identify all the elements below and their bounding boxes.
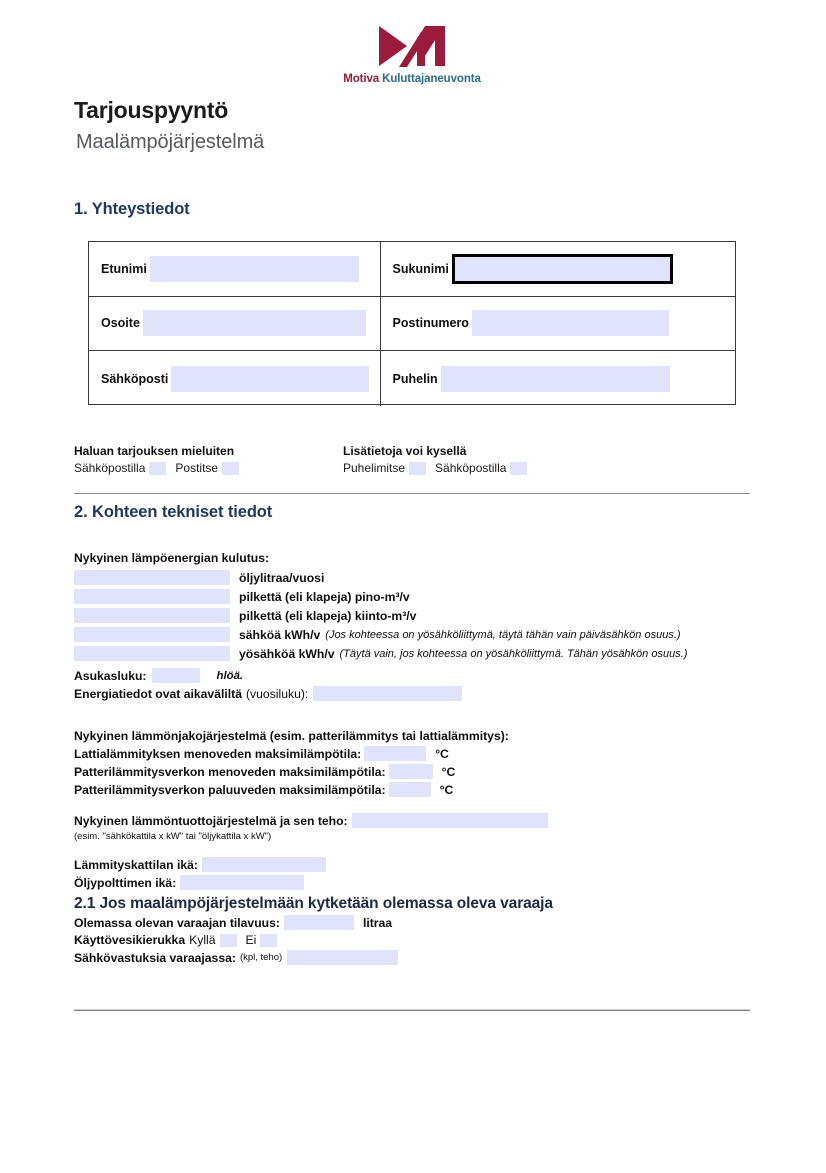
label-energiatiedot: Energiatiedot ovat aikaväliltä	[74, 686, 242, 701]
preference-group-offer	[74, 444, 248, 475]
unit-electricity: sähköä kWh/v	[239, 627, 321, 642]
temp-row-radiator-return	[74, 782, 509, 797]
preference-offer-options	[74, 461, 248, 475]
label-puhelin: Puhelin	[392, 371, 438, 386]
label-kattilan-ika: Lämmityskattilan ikä:	[74, 857, 198, 872]
checkbox-contact-puhelimitse[interactable]	[409, 462, 426, 475]
label-etunimi: Etunimi	[101, 261, 147, 276]
consumption-block	[74, 551, 687, 662]
input-etunimi[interactable]	[150, 256, 359, 282]
input-asukasluku[interactable]	[152, 668, 200, 683]
label-lammontuotto: Nykyinen lämmöntuottojärjestelmä ja sen teho:	[74, 813, 348, 828]
option-label-postitse: Postitse	[175, 461, 219, 475]
option-label-sahkopostilla: Sähköpostilla	[74, 461, 146, 475]
label-lattialammitys-temp: Lattialämmityksen menoveden maksimilämpötila:	[74, 746, 362, 761]
temp-row-floor	[74, 746, 509, 761]
unit-celsius-radiator-return: °C	[439, 782, 454, 797]
input-wood-solid[interactable]	[74, 608, 230, 623]
coil-row	[74, 933, 398, 947]
option-label-puhelimitse: Puhelimitse	[343, 461, 406, 475]
input-sukunimi[interactable]	[452, 254, 673, 284]
input-patteri-meno-temp[interactable]	[389, 764, 433, 779]
motiva-mark-icon	[377, 20, 447, 72]
page-title: Tarjouspyyntö	[74, 97, 229, 123]
table-row	[89, 351, 735, 406]
contact-cell-postinumero	[381, 297, 735, 351]
label-patteri-paluu-temp: Patterilämmitysverkon paluuveden maksimilämpötila:	[74, 782, 386, 797]
contact-info-table	[88, 241, 736, 405]
option-label-contact-sahkopostilla: Sähköpostilla	[435, 461, 507, 475]
checkbox-kierukka-kylla[interactable]	[220, 934, 237, 947]
logo-word-kuluttajaneuvonta: Kuluttajaneuvonta	[382, 73, 481, 85]
input-kattilan-ika[interactable]	[202, 857, 326, 872]
motiva-logo-text	[333, 73, 491, 85]
contact-cell-etunimi	[89, 242, 381, 296]
input-puhelin[interactable]	[441, 366, 670, 392]
production-block	[74, 813, 548, 842]
consumption-row-wood-solid	[74, 607, 687, 624]
input-varaajan-tilavuus[interactable]	[284, 915, 354, 930]
preference-group-contact	[343, 444, 536, 475]
boiler-age-row	[74, 857, 326, 872]
section-21-heading: 2.1 Jos maalämpöjärjestelmään kytketään olemassa oleva varaaja	[74, 895, 553, 912]
temp-row-radiator-supply	[74, 764, 509, 779]
preference-offer-title: Haluan tarjouksen mieluiten	[74, 444, 235, 458]
label-sukunimi: Sukunimi	[392, 261, 449, 276]
distribution-block	[74, 729, 509, 797]
label-osoite: Osoite	[101, 316, 140, 331]
label-kayttovesikierukka: Käyttövesikierukka	[74, 933, 186, 947]
checkbox-contact-sahkopostilla[interactable]	[510, 462, 527, 475]
residents-block	[74, 668, 462, 701]
option-label-kylla: Kyllä	[189, 933, 216, 947]
logo-word-motiva: Motiva	[343, 73, 380, 85]
input-night-electricity[interactable]	[74, 646, 230, 661]
checkbox-kierukka-ei[interactable]	[260, 934, 277, 947]
label-sahkoposti: Sähköposti	[101, 371, 169, 386]
table-row	[89, 242, 735, 297]
section-21-block	[74, 915, 398, 965]
input-lattialammitys-temp[interactable]	[364, 746, 426, 761]
hint-lammontuotto: (esim. "sähkökattila x kW" tai "öljykattila x kW")	[74, 831, 272, 842]
label-lammonjako: Nykyinen lämmönjakojärjestelmä (esim. patterilämmitys tai lattialämmitys):	[74, 729, 509, 743]
page-subtitle: Maalämpöjärjestelmä	[76, 131, 265, 153]
input-patteri-paluu-temp[interactable]	[389, 782, 431, 797]
preference-contact-title: Lisätietoja voi kysellä	[343, 444, 467, 458]
input-electricity[interactable]	[74, 627, 230, 642]
label-postinumero: Postinumero	[392, 316, 469, 331]
age-block	[74, 857, 326, 890]
production-row	[74, 813, 548, 828]
input-postinumero[interactable]	[472, 310, 669, 336]
checkbox-offer-sahkopostilla[interactable]	[149, 462, 166, 475]
unit-night-electricity: yösähköä kWh/v	[239, 646, 335, 661]
unit-oil-litres: öljylitraa/vuosi	[239, 570, 325, 585]
resistors-row	[74, 950, 398, 965]
label-polttimen-ika: Öljypolttimen ikä:	[74, 875, 177, 890]
unit-wood-loose: pilkettä (eli klapeja) pino-m³/v	[239, 589, 410, 604]
checkbox-offer-postitse[interactable]	[222, 462, 239, 475]
hint-kpl-teho: (kpl, teho)	[239, 952, 283, 963]
input-osoite[interactable]	[143, 310, 366, 336]
option-label-ei: Ei	[245, 933, 257, 947]
section-2-divider	[74, 493, 750, 494]
section-1-heading: 1. Yhteystiedot	[74, 200, 190, 218]
contact-cell-sahkoposti	[89, 351, 381, 406]
consumption-row-electricity	[74, 626, 687, 643]
input-oil-litres[interactable]	[74, 570, 230, 585]
consumption-row-wood-loose	[74, 588, 687, 605]
unit-wood-solid: pilkettä (eli klapeja) kiinto-m³/v	[239, 608, 417, 623]
hint-vuosiluku: (vuosiluku):	[245, 686, 309, 701]
unit-celsius-radiator-supply: °C	[441, 764, 456, 779]
period-row	[74, 686, 462, 701]
burner-age-row	[74, 875, 326, 890]
page-bottom-divider	[74, 1009, 750, 1011]
input-sahkoposti[interactable]	[171, 366, 369, 392]
section-2-heading: 2. Kohteen tekniset tiedot	[74, 503, 273, 521]
consumption-row-night-electricity	[74, 645, 687, 662]
table-row	[89, 297, 735, 352]
label-sahkovastuksia: Sähkövastuksia varaajassa:	[74, 950, 236, 965]
input-lammontuotto[interactable]	[352, 813, 548, 828]
input-polttimen-ika[interactable]	[180, 875, 304, 890]
consumption-row-oil	[74, 569, 687, 586]
input-wood-loose[interactable]	[74, 589, 230, 604]
contact-cell-puhelin	[381, 351, 735, 406]
preference-contact-options	[343, 461, 536, 475]
unit-celsius-floor: °C	[435, 746, 449, 761]
label-asukasluku: Asukasluku:	[74, 668, 147, 683]
label-varaajan-tilavuus: Olemassa olevan varaajan tilavuus:	[74, 915, 280, 930]
label-patteri-meno-temp: Patterilämmitysverkon menoveden maksimilämpötila:	[74, 764, 386, 779]
motiva-logo	[333, 20, 491, 96]
residents-row	[74, 668, 462, 683]
consumption-title: Nykyinen lämpöenergian kulutus:	[74, 551, 270, 565]
unit-litraa: litraa	[362, 915, 393, 930]
volume-row	[74, 915, 398, 930]
unit-hloa: hlöä.	[216, 669, 244, 682]
input-sahkovastuksia[interactable]	[287, 950, 398, 965]
input-aikavali[interactable]	[313, 686, 462, 701]
contact-cell-osoite	[89, 297, 381, 351]
note-electricity: (Jos kohteessa on yösähköliittymä, täytä tähän vain päiväsähkön osuus.)	[325, 628, 681, 641]
contact-cell-sukunimi	[381, 242, 735, 296]
note-night-electricity: (Täytä vain, jos kohteessa on yösähköliittymä. Tähän yösähkön osuus.)	[339, 647, 688, 660]
